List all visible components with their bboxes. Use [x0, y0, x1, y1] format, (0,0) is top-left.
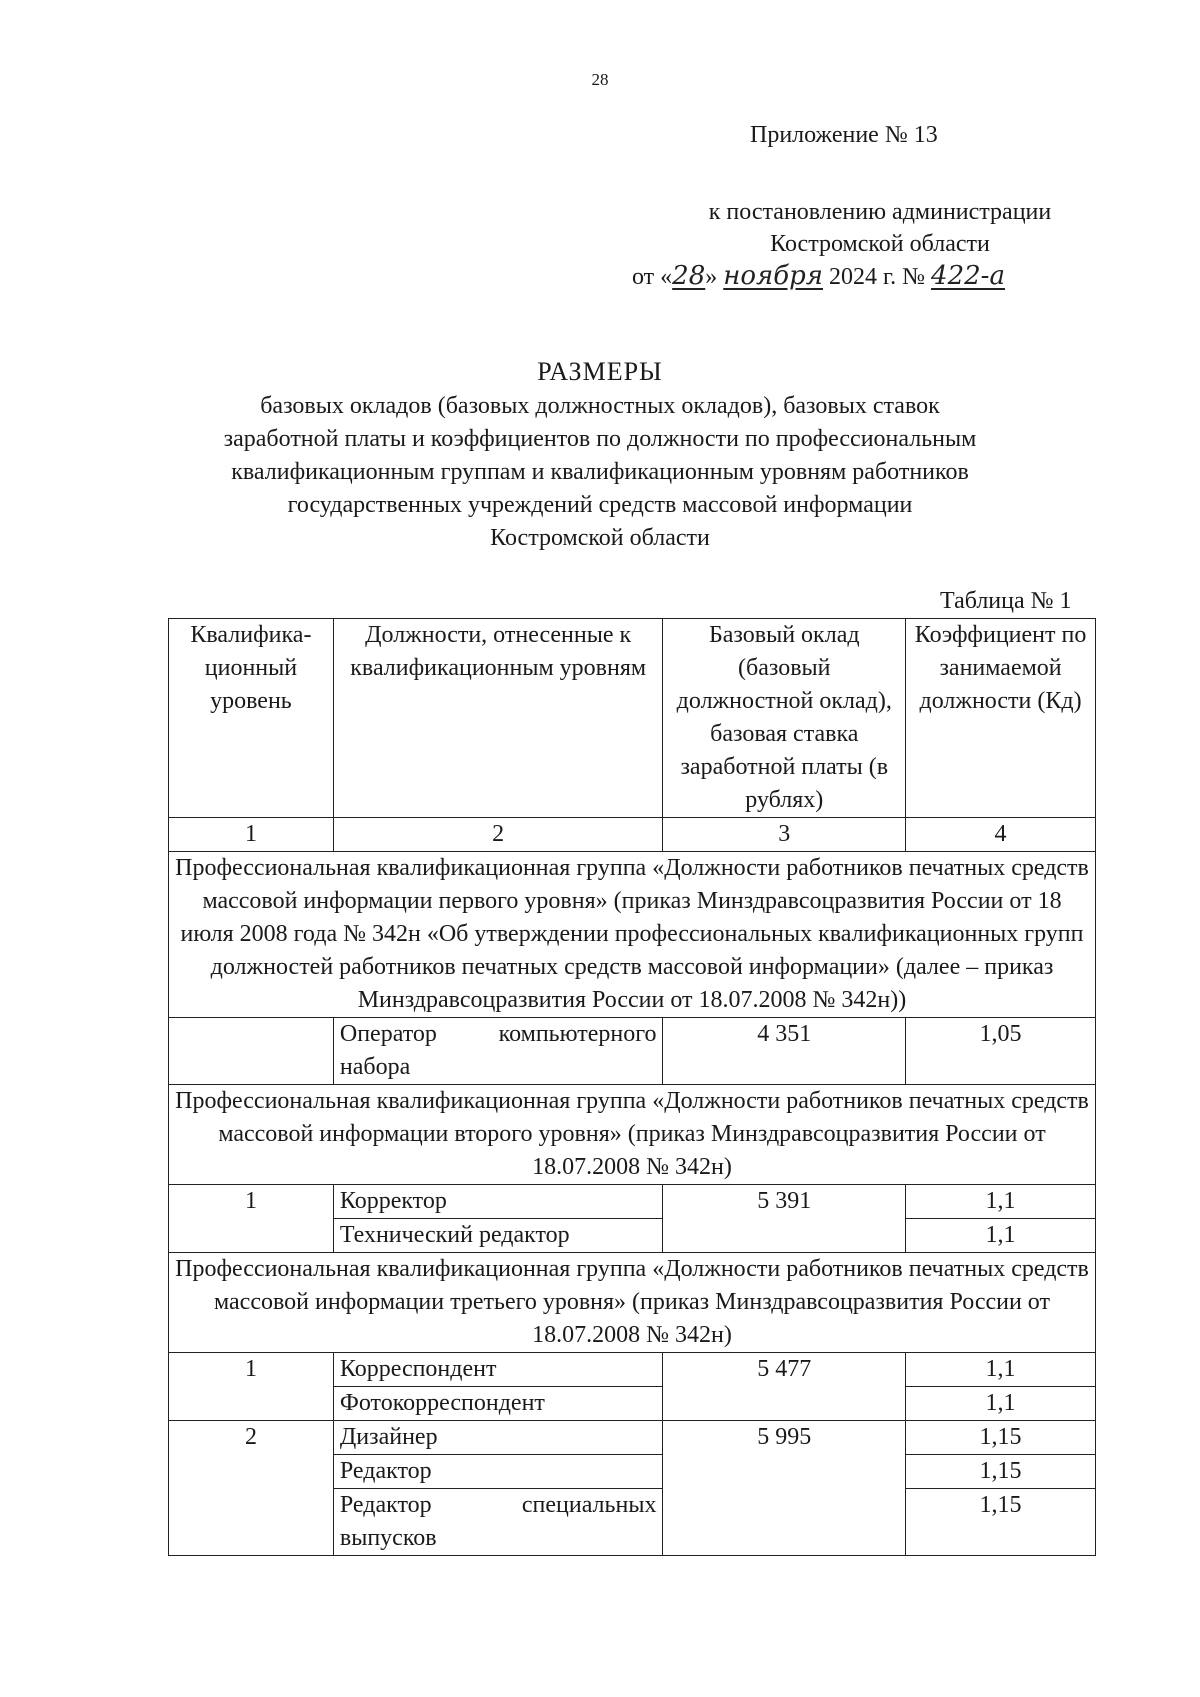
group-header-row [169, 1085, 1096, 1185]
table-row [169, 1353, 1096, 1387]
header-salary: Базовый оклад (базовый должностной оклад), базовая ставка заработной платы (в рублях) [663, 619, 906, 818]
header-coefficient: Коэффициент по занимаемой должности (Кд) [906, 619, 1096, 818]
date-mid: » [705, 264, 718, 290]
group-title: Профессиональная квалификационная группа «Должности работников печатных средств массовой информации первого уровня» (приказ Минздравсоцразвития России от 18 июля 2008 года № 342н «Об утверждении профессиональных квалификационных групп должностей работников печатных средств массовой информации» (далее – приказ Минздравсоцразвития России от 18.07.2008 № 342н)) [169, 852, 1096, 1018]
table-row [169, 1421, 1096, 1455]
year-number-label: 2024 г. № [829, 264, 926, 290]
coefficient-cell: 1,1 [906, 1353, 1096, 1387]
salary-cell: 4 351 [663, 1018, 906, 1085]
group-title: Профессиональная квалификационная группа «Должности работников печатных средств массовой информации третьего уровня» (приказ Минздравсоцразвития России от 18.07.2008 № 342н) [169, 1253, 1096, 1353]
appendix-label: Приложение № 13 [750, 122, 938, 148]
title-line: заработной платы и коэффициентов по должности по профессиональным [223, 426, 977, 452]
position-cell: Редактор [333, 1455, 663, 1489]
group-header-row [169, 1253, 1096, 1353]
column-number: 1 [169, 818, 334, 852]
group-title: Профессиональная квалификационная группа «Должности работников печатных средств массовой информации второго уровня» (приказ Минздравсоцразвития России от 18.07.2008 № 342н) [169, 1085, 1096, 1185]
position-cell: Дизайнер [333, 1421, 663, 1455]
header-level: Квалифика-ционный уровень [169, 619, 334, 818]
position-cell: Фотокорреспондент [333, 1387, 663, 1421]
decree-line-1: к постановлению администрации [708, 199, 1052, 225]
title-line: государственных учреждений средств массовой информации [287, 492, 913, 518]
table-row [169, 1018, 1096, 1085]
page-number: 28 [591, 70, 609, 89]
coefficient-cell: 1,1 [906, 1185, 1096, 1219]
column-number: 2 [333, 818, 663, 852]
decree-date-line [620, 260, 1140, 293]
decree-reference [620, 196, 1140, 293]
position-cell: Редактор специальных выпусков [333, 1489, 663, 1556]
column-number: 3 [663, 818, 906, 852]
position-cell: Технический редактор [333, 1219, 663, 1253]
salary-cell: 5 391 [663, 1185, 906, 1253]
coefficient-cell: 1,05 [906, 1018, 1096, 1085]
document-title [150, 355, 1050, 555]
coefficient-cell: 1,15 [906, 1455, 1096, 1489]
title-line: базовых окладов (базовых должностных окладов), базовых ставок [260, 393, 940, 419]
header-position: Должности, отнесенные к квалификационным уровням [333, 619, 663, 818]
salary-cell: 5 995 [663, 1421, 906, 1556]
coefficient-cell: 1,15 [906, 1489, 1096, 1556]
date-prefix: от « [632, 264, 673, 290]
table-header-row [169, 619, 1096, 818]
column-number: 4 [906, 818, 1096, 852]
table-row [169, 1185, 1096, 1219]
salary-cell: 5 477 [663, 1353, 906, 1421]
position-cell: Корректор [333, 1185, 663, 1219]
title-line: Костромской области [490, 525, 710, 551]
title-line: квалификационным группам и квалификационным уровням работников [231, 459, 969, 485]
coefficient-cell: 1,1 [906, 1219, 1096, 1253]
salary-table [168, 618, 1096, 1556]
handwritten-day: 28 [672, 261, 706, 291]
group-header-row [169, 852, 1096, 1018]
level-cell [169, 1018, 334, 1085]
level-cell: 1 [169, 1185, 334, 1253]
title-main: РАЗМЕРЫ [537, 357, 663, 386]
coefficient-cell: 1,1 [906, 1387, 1096, 1421]
coefficient-cell: 1,15 [906, 1421, 1096, 1455]
position-cell: Оператор компьютерного набора [333, 1018, 663, 1085]
level-cell: 2 [169, 1421, 334, 1556]
position-cell: Корреспондент [333, 1353, 663, 1387]
level-cell: 1 [169, 1353, 334, 1421]
table-label: Таблица № 1 [940, 588, 1072, 614]
decree-line-2: Костромской области [770, 231, 990, 257]
column-number-row [169, 818, 1096, 852]
handwritten-number: 422-а [931, 261, 1005, 291]
handwritten-month: ноября [723, 261, 823, 291]
